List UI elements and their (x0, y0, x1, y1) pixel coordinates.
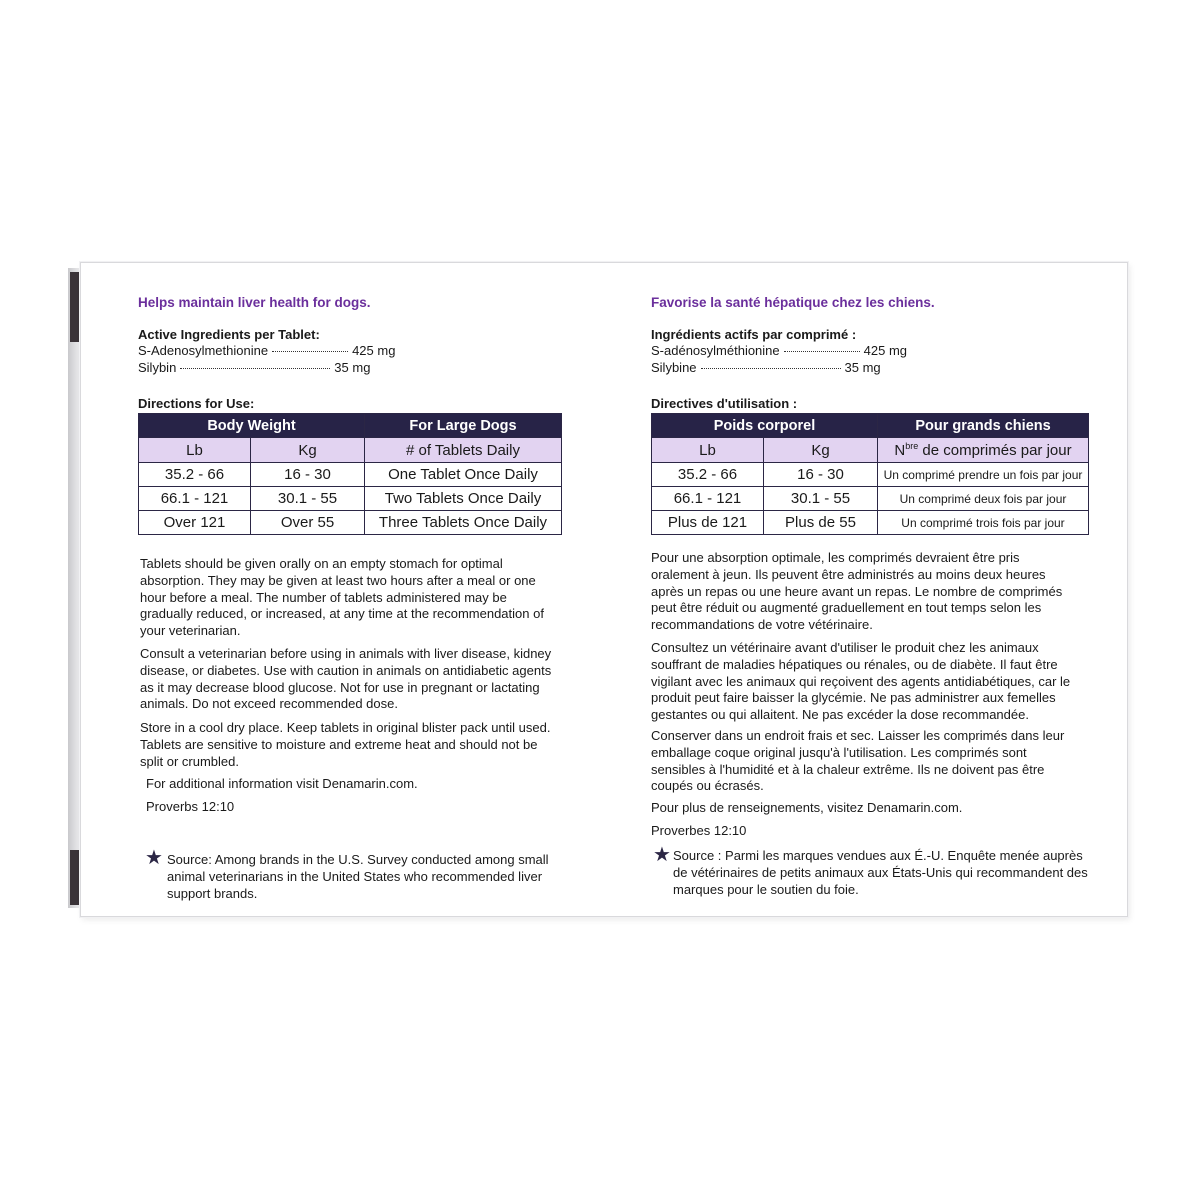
ingredient-name: S-Adenosylmethionine (138, 343, 269, 358)
col-tablets (878, 438, 1089, 463)
col-kg: Kg (764, 438, 878, 463)
tagline: Favorise la santé hépatique chez les chiens. (651, 295, 935, 310)
col-tablets: # of Tablets Daily (365, 438, 562, 463)
col-tablets-sup: bre (905, 441, 919, 451)
cell-tablets: One Tablet Once Daily (365, 463, 562, 487)
header-body-weight: Body Weight (139, 414, 365, 438)
ingredient-amount: 35 mg (844, 360, 881, 375)
instructions-paragraph: Pour une absorption optimale, les comprimés devraient être pris oralement à jeun. Ils peuvent être administrés au moins deux heures après un repas ou une heure avant un repas. Le nombre de comprimés peut être réduit ou augmenté graduellement en tout temps selon les recommandations de votre vétérinaire. (651, 550, 1063, 633)
storage-paragraph: Store in a cool dry place. Keep tablets in original blister pack until used. Tablets are sensitive to moisture and extreme heat and should not be split or crumbled. (140, 720, 551, 769)
proverbs-text: Proverbs 12:10 (146, 799, 235, 814)
ingredient-amount: 425 mg (352, 343, 396, 358)
ingredient-name: S-adénosylméthionine (651, 343, 780, 358)
ingredient-name: Silybine (651, 360, 697, 375)
directions-title: Directions for Use: (138, 396, 255, 411)
ingredient-row (651, 343, 907, 358)
cell-tablets: Un comprimé trois fois par jour (878, 511, 1089, 535)
star-icon: ★ (145, 847, 163, 869)
star-icon: ★ (653, 844, 671, 866)
col-tablets-rest: de comprimés par jour (918, 442, 1072, 459)
table-row (139, 487, 562, 511)
warning-paragraph: Consult a veterinarian before using in animals with liver disease, kidney disease, or diabetes. Use with caution in animals on antidiabetic agents as it may decrease blood glucose. Not for use in pregnant or lactating animals. Do not exceed recommended dose. (140, 646, 552, 712)
col-lb: Lb (139, 438, 251, 463)
instructions-paragraph: Tablets should be given orally on an empty stomach for optimal absorption. They may be given at least two hours after a meal or one hour before a meal. The number of tablets administered may be gradually reduced, or increased, at any time at the recommendation of your veterinarian. (140, 556, 544, 639)
col-lb: Lb (652, 438, 764, 463)
directions-title: Directives d'utilisation : (651, 396, 798, 411)
cell-kg: 16 - 30 (251, 463, 365, 487)
source-note: Source : Parmi les marques vendues aux É.-U. Enquête menée auprès de vétérinaires de petits animaux aux États-Unis qui recommandent des marques pour le soutien du foie. (673, 848, 1088, 897)
cell-lb: Plus de 121 (652, 511, 764, 535)
website-text: Pour plus de renseignements, visitez Denamarin.com. (651, 800, 963, 815)
table-row (652, 463, 1089, 487)
cell-lb: 35.2 - 66 (139, 463, 251, 487)
ingredient-row (138, 343, 395, 358)
table-row (139, 463, 562, 487)
cell-kg: 30.1 - 55 (251, 487, 365, 511)
cell-lb: 66.1 - 121 (652, 487, 764, 511)
source-note: Source: Among brands in the U.S. Survey conducted among small animal veterinarians in the United States who recommended liver support brands. (167, 852, 549, 901)
storage-paragraph: Conserver dans un endroit frais et sec. Laisser les comprimés dans leur emballage coque original jusqu'à l'utilisation. Les comprimés sont sensibles à l'humidité et à la chaleur extrême. Ils ne doivent pas être coupés ou écrasés. (651, 728, 1065, 794)
cell-lb: Over 121 (139, 511, 251, 535)
cell-kg: 30.1 - 55 (764, 487, 878, 511)
website-text: For additional information visit Denamarin.com. (146, 776, 418, 791)
cell-tablets: Three Tablets Once Daily (365, 511, 562, 535)
ingredient-amount: 425 mg (863, 343, 908, 358)
cell-tablets: Un comprimé deux fois par jour (878, 487, 1089, 511)
table-row (652, 511, 1089, 535)
table-row (652, 487, 1089, 511)
cell-kg: Plus de 55 (764, 511, 878, 535)
header-large-dogs: For Large Dogs (365, 414, 562, 438)
header-large-dogs: Pour grands chiens (878, 414, 1089, 438)
ingredient-amount: 35 mg (334, 360, 371, 375)
col-kg: Kg (251, 438, 365, 463)
cell-kg: Over 55 (251, 511, 365, 535)
dosage-table (651, 413, 1089, 535)
product-box-back (80, 262, 1128, 917)
cell-lb: 35.2 - 66 (652, 463, 764, 487)
header-body-weight: Poids corporel (652, 414, 878, 438)
col-tablets-prefix: N (894, 442, 906, 459)
table-row (139, 511, 562, 535)
dosage-table (138, 413, 562, 535)
warning-paragraph: Consultez un vétérinaire avant d'utiliser le produit chez les animaux souffrant de maladies hépatiques ou rénales, ou de diabète. Il faut être vigilant avec les animaux qui reçoivent des agents antidiabétiques, car le produit peut faire baisser la glycémie. Ne pas administrer aux femelles gestantes ou qui allaitent. Ne pas excéder la dose recommandée. (651, 640, 1071, 723)
ingredient-row (651, 360, 881, 375)
ingredients-title: Active Ingredients per Tablet: (138, 327, 320, 342)
cell-tablets: Two Tablets Once Daily (365, 487, 562, 511)
proverbs-text: Proverbes 12:10 (651, 823, 747, 838)
tagline: Helps maintain liver health for dogs. (138, 295, 371, 310)
cell-tablets: Un comprimé prendre un fois par jour (878, 463, 1089, 487)
ingredients-title: Ingrédients actifs par comprimé : (651, 327, 857, 342)
ingredient-row (138, 360, 370, 375)
cell-lb: 66.1 - 121 (139, 487, 251, 511)
cell-kg: 16 - 30 (764, 463, 878, 487)
ingredient-name: Silybin (138, 360, 177, 375)
